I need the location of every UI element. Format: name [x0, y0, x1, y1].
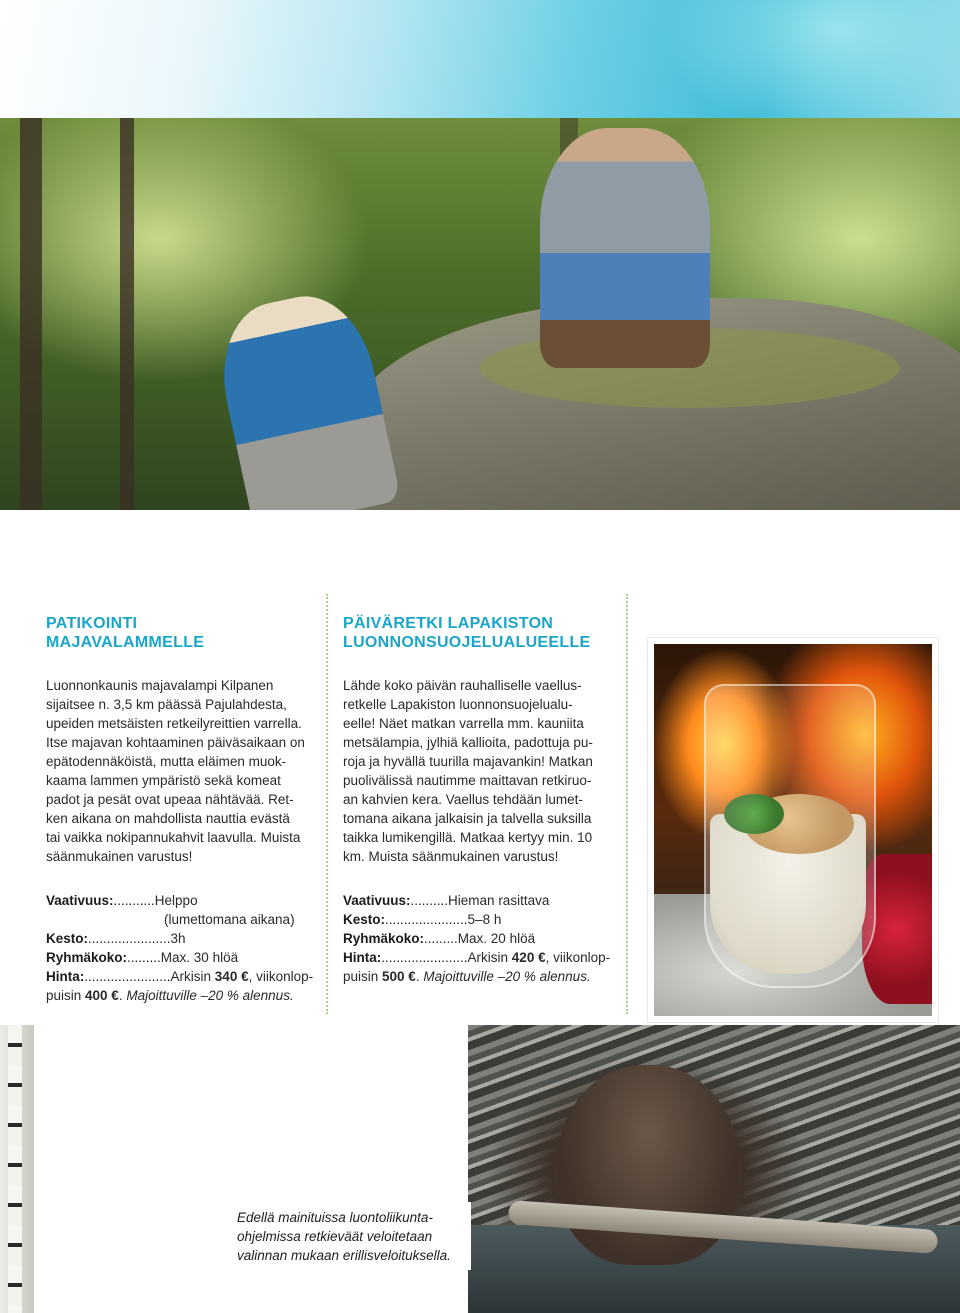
body-line: Luonnonkaunis majavalampi Kilpanen [46, 678, 274, 693]
duration-label: Kesto: [343, 912, 386, 927]
body-line: metsälampia, jylhiä kallioita, padottuja pu- [343, 735, 593, 750]
difficulty-row [343, 891, 633, 910]
price-text: puisin [343, 969, 383, 984]
difficulty-note: (lumettomana aikana) [164, 912, 295, 927]
weekday-price: 420 € [511, 950, 546, 965]
group-size-value: Max. 20 hlöä [457, 931, 536, 946]
difficulty-label: Vaativuus: [343, 893, 411, 908]
duration-row [46, 929, 316, 948]
hiking-photo [0, 118, 960, 510]
duration-value: 3h [170, 931, 186, 946]
price-text: puisin [46, 988, 86, 1003]
price-text: . [118, 988, 127, 1003]
note-line: Edellä mainituissa luontoliikunta- [237, 1210, 433, 1225]
group-size-row [343, 929, 633, 948]
right-heading-line: PÄIVÄRETKI LAPAKISTON [343, 615, 554, 632]
food-photo [648, 638, 938, 1022]
group-size-label: Ryhmäkoko: [46, 950, 128, 965]
body-line: roja ja hyvällä tuurilla majavankin! Matkan [343, 754, 593, 769]
difficulty-label: Vaativuus: [46, 893, 114, 908]
tree-trunk [20, 118, 42, 510]
right-body [343, 676, 633, 866]
food-photo-image [654, 644, 932, 1016]
tree-trunk [120, 118, 134, 510]
left-heading [46, 614, 316, 652]
column-divider [326, 594, 328, 1014]
body-line: padot ja pesät ovat upeaa nähtävää. Ret- [46, 792, 294, 807]
price-label: Hinta: [46, 969, 85, 984]
discount-note: Majoittuville –20 % alennus. [126, 988, 294, 1003]
duration-value: 5–8 h [467, 912, 502, 927]
weekday-price: 340 € [214, 969, 249, 984]
body-line: tomana aikana jalkaisin ja talvella suksilla [343, 811, 592, 826]
price-text: , viikonlop- [248, 969, 314, 984]
left-trip-info [46, 891, 316, 1005]
difficulty-row-cont [46, 910, 316, 929]
body-line: epätodennäköistä, mutta eläimen muok- [46, 754, 287, 769]
left-column [46, 614, 316, 1005]
body-line: eelle! Näet matkan varrella mm. kauniita [343, 716, 584, 731]
glass [704, 684, 876, 988]
right-trip-info [343, 891, 633, 986]
body-line: Itse majavan kohtaaminen päiväsaikaan on [46, 735, 305, 750]
price-text: Arkisin [467, 950, 512, 965]
catering-note [227, 1202, 471, 1270]
right-heading [343, 614, 633, 652]
difficulty-value: Helppo [154, 893, 198, 908]
duration-label: Kesto: [46, 931, 89, 946]
price-text: Arkisin [170, 969, 215, 984]
body-line: an kahvien kera. Vaellus tehdään lumet- [343, 792, 583, 807]
right-heading-line: LUONNONSUOJELUALUEELLE [343, 634, 591, 651]
left-body [46, 676, 316, 866]
difficulty-value: Hieman rasittava [448, 893, 550, 908]
group-size-value: Max. 30 hlöä [160, 950, 239, 965]
weekend-price: 500 € [382, 969, 416, 984]
hiker-man [540, 128, 710, 368]
leader-dots: ........... [113, 893, 155, 908]
price-row-cont [46, 986, 316, 1005]
note-line: ohjelmissa retkieväät veloitetaan [237, 1229, 433, 1244]
difficulty-row [46, 891, 316, 910]
leader-dots: ...................... [385, 912, 468, 927]
body-line: ken aikana on mahdollista nauttia evästä [46, 811, 290, 826]
price-text: , viikonlop- [545, 950, 611, 965]
leader-dots: ......... [424, 931, 458, 946]
weekend-price: 400 € [85, 988, 119, 1003]
body-line: Lähde koko päivän rauhalliselle vaellus- [343, 678, 582, 693]
leader-dots: ....................... [381, 950, 468, 965]
duration-row [343, 910, 633, 929]
beaver-photo [468, 1025, 960, 1313]
price-row-cont [343, 967, 633, 986]
body-line: upeiden metsäisten retkeilyreittien varrella. [46, 716, 302, 731]
birch-trunk [8, 1025, 22, 1313]
right-column [343, 614, 633, 986]
price-text: . [415, 969, 424, 984]
group-size-row [46, 948, 316, 967]
top-gradient-band [0, 0, 960, 120]
leader-dots: ......... [127, 950, 161, 965]
birch-photo [0, 1025, 34, 1313]
discount-note: Majoittuville –20 % alennus. [423, 969, 591, 984]
note-line: valinnan mukaan erillisveloituksella. [237, 1248, 451, 1263]
price-row [343, 948, 633, 967]
leader-dots: .......... [410, 893, 449, 908]
body-line: puolivälissä nautimme maittavan retkiruo- [343, 773, 592, 788]
leader-dots: ...................... [88, 931, 171, 946]
body-line: kaama lammen ympäristö sekä komeat [46, 773, 281, 788]
price-label: Hinta: [343, 950, 382, 965]
left-heading-line: PATIKOINTI [46, 615, 138, 632]
left-heading-line: MAJAVALAMMELLE [46, 634, 205, 651]
price-row [46, 967, 316, 986]
leader-dots: ....................... [84, 969, 171, 984]
hiker-woman [209, 285, 401, 510]
body-line: tai vaikka nokipannukahvit laavulla. Muista [46, 830, 301, 845]
body-line: sijaitsee n. 3,5 km päässä Pajulahdesta, [46, 697, 287, 712]
group-size-label: Ryhmäkoko: [343, 931, 425, 946]
body-line: säänmukainen varustus! [46, 849, 193, 864]
body-line: km. Muista säänmukainen varustus! [343, 849, 559, 864]
body-line: retkelle Lapakiston luonnonsuojelualu- [343, 697, 573, 712]
body-line: taikka lumikengillä. Matkaa kertyy min. 10 [343, 830, 593, 845]
